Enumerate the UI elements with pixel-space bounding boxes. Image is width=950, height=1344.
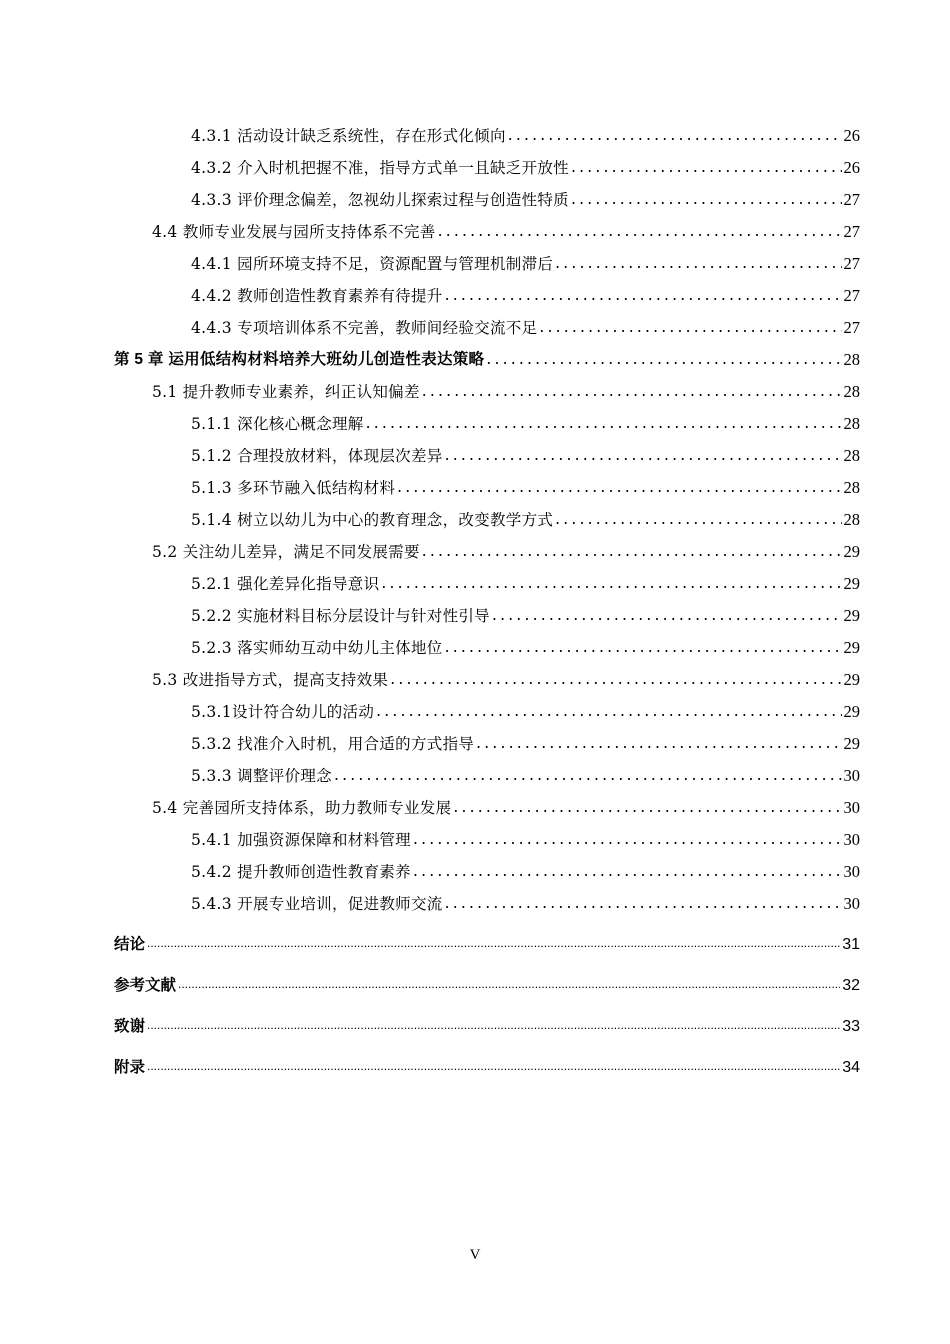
toc-entry-page: 30 [843, 862, 860, 881]
toc-entry-title: 参考文献 [114, 977, 177, 994]
toc-entry-title: 5.3 改进指导方式，提高支持效果 [152, 671, 389, 689]
table-of-contents [114, 114, 860, 1078]
toc-entry[interactable] [114, 658, 860, 690]
toc-entry[interactable] [114, 178, 860, 210]
toc-entry-page: 28 [843, 350, 860, 369]
toc-entry-page: 30 [843, 830, 860, 849]
toc-entry[interactable] [114, 114, 860, 146]
toc-leader-dots [422, 381, 842, 401]
toc-entry-title: 4.4.3 专项培训体系不完善，教师间经验交流不足 [191, 319, 538, 337]
toc-leader-dots [571, 189, 842, 209]
toc-leader-dots [445, 445, 842, 465]
toc-entry[interactable] [114, 594, 860, 626]
toc-entry-page: 29 [843, 670, 860, 689]
toc-entry-page: 33 [842, 1018, 860, 1035]
toc-entry-page: 30 [843, 894, 860, 913]
toc-entry[interactable] [114, 306, 860, 338]
toc-leader-dots [390, 669, 841, 689]
toc-entry[interactable] [114, 146, 860, 178]
toc-leader-dots [453, 797, 841, 817]
toc-entry-title: 5.1.4 树立以幼儿为中心的教育理念，改变教学方式 [191, 511, 554, 529]
toc-entry-page: 29 [843, 542, 860, 561]
toc-entry-title: 第 5 章 运用低结构材料培养大班幼儿创造性表达策略 [114, 351, 485, 368]
toc-leader-dots [539, 317, 841, 337]
toc-entry-title: 5.3.3 调整评价理念 [191, 767, 332, 785]
toc-entry[interactable] [114, 242, 860, 274]
toc-entry-page: 28 [843, 478, 860, 497]
toc-entry-page: 28 [843, 510, 860, 529]
toc-entry[interactable] [114, 370, 860, 402]
toc-entry-page: 29 [843, 702, 860, 721]
toc-entry-title: 4.4.2 教师创造性教育素养有待提升 [191, 287, 443, 305]
toc-entry-title: 5.1.2 合理投放材料，体现层次差异 [191, 447, 443, 465]
toc-entry-title: 4.4 教师专业发展与园所支持体系不完善 [152, 223, 436, 241]
toc-chapter-entry[interactable] [114, 338, 860, 370]
toc-entry-title: 5.2.2 实施材料目标分层设计与针对性引导 [191, 607, 490, 625]
toc-entry-title: 附录 [114, 1059, 146, 1076]
toc-leader-dots [438, 221, 842, 241]
toc-entry[interactable] [114, 210, 860, 242]
toc-leader-dots [397, 477, 841, 497]
toc-entry-page: 27 [843, 318, 860, 337]
toc-entry[interactable] [114, 530, 860, 562]
toc-entry-page: 32 [842, 977, 860, 994]
toc-entry-page: 27 [843, 286, 860, 305]
toc-entry-title: 5.3.2 找准介入时机，用合适的方式指导 [191, 735, 475, 753]
toc-leader-dots [445, 285, 842, 305]
toc-leader-dots [422, 541, 842, 561]
toc-entry-title: 5.1 提升教师专业素养，纠正认知偏差 [152, 383, 420, 401]
toc-entry-page: 28 [843, 382, 860, 401]
toc-entry[interactable] [114, 274, 860, 306]
toc-entry-title: 4.4.1 园所环境支持不足，资源配置与管理机制滞后 [191, 255, 554, 273]
toc-entry[interactable] [114, 402, 860, 434]
toc-entry-page: 29 [843, 638, 860, 657]
toc-leader-dots [492, 605, 842, 625]
toc-entry-page: 29 [843, 574, 860, 593]
toc-entry-title: 5.1.1 深化核心概念理解 [191, 415, 364, 433]
toc-leader-dots [178, 974, 840, 994]
toc-entry[interactable] [114, 498, 860, 530]
toc-back-matter-entry[interactable] [114, 914, 860, 955]
toc-entry-page: 30 [843, 766, 860, 785]
toc-leader-dots [445, 893, 842, 913]
toc-entry[interactable] [114, 754, 860, 786]
toc-entry[interactable] [114, 434, 860, 466]
page-number: V [469, 1247, 481, 1263]
toc-entry[interactable] [114, 722, 860, 754]
toc-leader-dots [476, 733, 841, 753]
toc-entry-page: 28 [843, 414, 860, 433]
toc-leader-dots [555, 253, 841, 273]
toc-entry-page: 26 [843, 126, 860, 145]
toc-entry-title: 5.2.1 强化差异化指导意识 [191, 575, 380, 593]
toc-entry-title: 5.1.3 多环节融入低结构材料 [191, 479, 396, 497]
toc-leader-dots [508, 125, 842, 145]
toc-leader-dots [147, 1015, 840, 1035]
toc-entry[interactable] [114, 690, 860, 722]
toc-entry-page: 29 [843, 734, 860, 753]
toc-entry[interactable] [114, 562, 860, 594]
toc-entry-page: 31 [842, 936, 860, 953]
toc-entry-page: 27 [843, 222, 860, 241]
toc-entry-title: 5.2 关注幼儿差异，满足不同发展需要 [152, 543, 420, 561]
toc-entry-title: 4.3.1 活动设计缺乏系统性，存在形式化倾向 [191, 127, 506, 145]
toc-entry-page: 29 [843, 606, 860, 625]
toc-entry-page: 28 [843, 446, 860, 465]
toc-back-matter-entry[interactable] [114, 955, 860, 996]
toc-entry-title: 5.3.1设计符合幼儿的活动 [191, 703, 375, 721]
toc-entry-title: 5.2.3 落实师幼互动中幼儿主体地位 [191, 639, 443, 657]
toc-leader-dots [571, 157, 842, 177]
toc-leader-dots [413, 861, 842, 881]
toc-entry[interactable] [114, 626, 860, 658]
toc-entry[interactable] [114, 786, 860, 818]
toc-entry[interactable] [114, 850, 860, 882]
toc-entry-title: 5.4.1 加强资源保障和材料管理 [191, 831, 411, 849]
toc-entry-title: 结论 [114, 936, 146, 953]
toc-leader-dots [486, 349, 841, 369]
toc-entry-page: 27 [843, 254, 860, 273]
toc-entry-title: 5.4 完善园所支持体系，助力教师专业发展 [152, 799, 452, 817]
toc-entry-page: 30 [843, 798, 860, 817]
toc-leader-dots [376, 701, 841, 721]
toc-back-matter-entry[interactable] [114, 996, 860, 1037]
toc-entry[interactable] [114, 466, 860, 498]
toc-entry-page: 26 [843, 158, 860, 177]
toc-leader-dots [413, 829, 842, 849]
toc-entry-title: 4.3.3 评价理念偏差，忽视幼儿探索过程与创造性特质 [191, 191, 569, 209]
toc-leader-dots [334, 765, 842, 785]
toc-leader-dots [445, 637, 842, 657]
toc-entry-page: 34 [842, 1059, 860, 1076]
toc-leader-dots [147, 933, 840, 953]
toc-back-matter-entry[interactable] [114, 1037, 860, 1078]
toc-entry[interactable] [114, 818, 860, 850]
toc-leader-dots [366, 413, 842, 433]
toc-entry-title: 致谢 [114, 1018, 146, 1035]
toc-leader-dots [381, 573, 841, 593]
toc-entry[interactable] [114, 882, 860, 914]
toc-entry-page: 27 [843, 190, 860, 209]
toc-entry-title: 5.4.2 提升教师创造性教育素养 [191, 863, 411, 881]
toc-entry-title: 5.4.3 开展专业培训，促进教师交流 [191, 895, 443, 913]
toc-leader-dots [147, 1056, 840, 1076]
toc-leader-dots [555, 509, 841, 529]
toc-entry-title: 4.3.2 介入时机把握不准，指导方式单一且缺乏开放性 [191, 159, 569, 177]
